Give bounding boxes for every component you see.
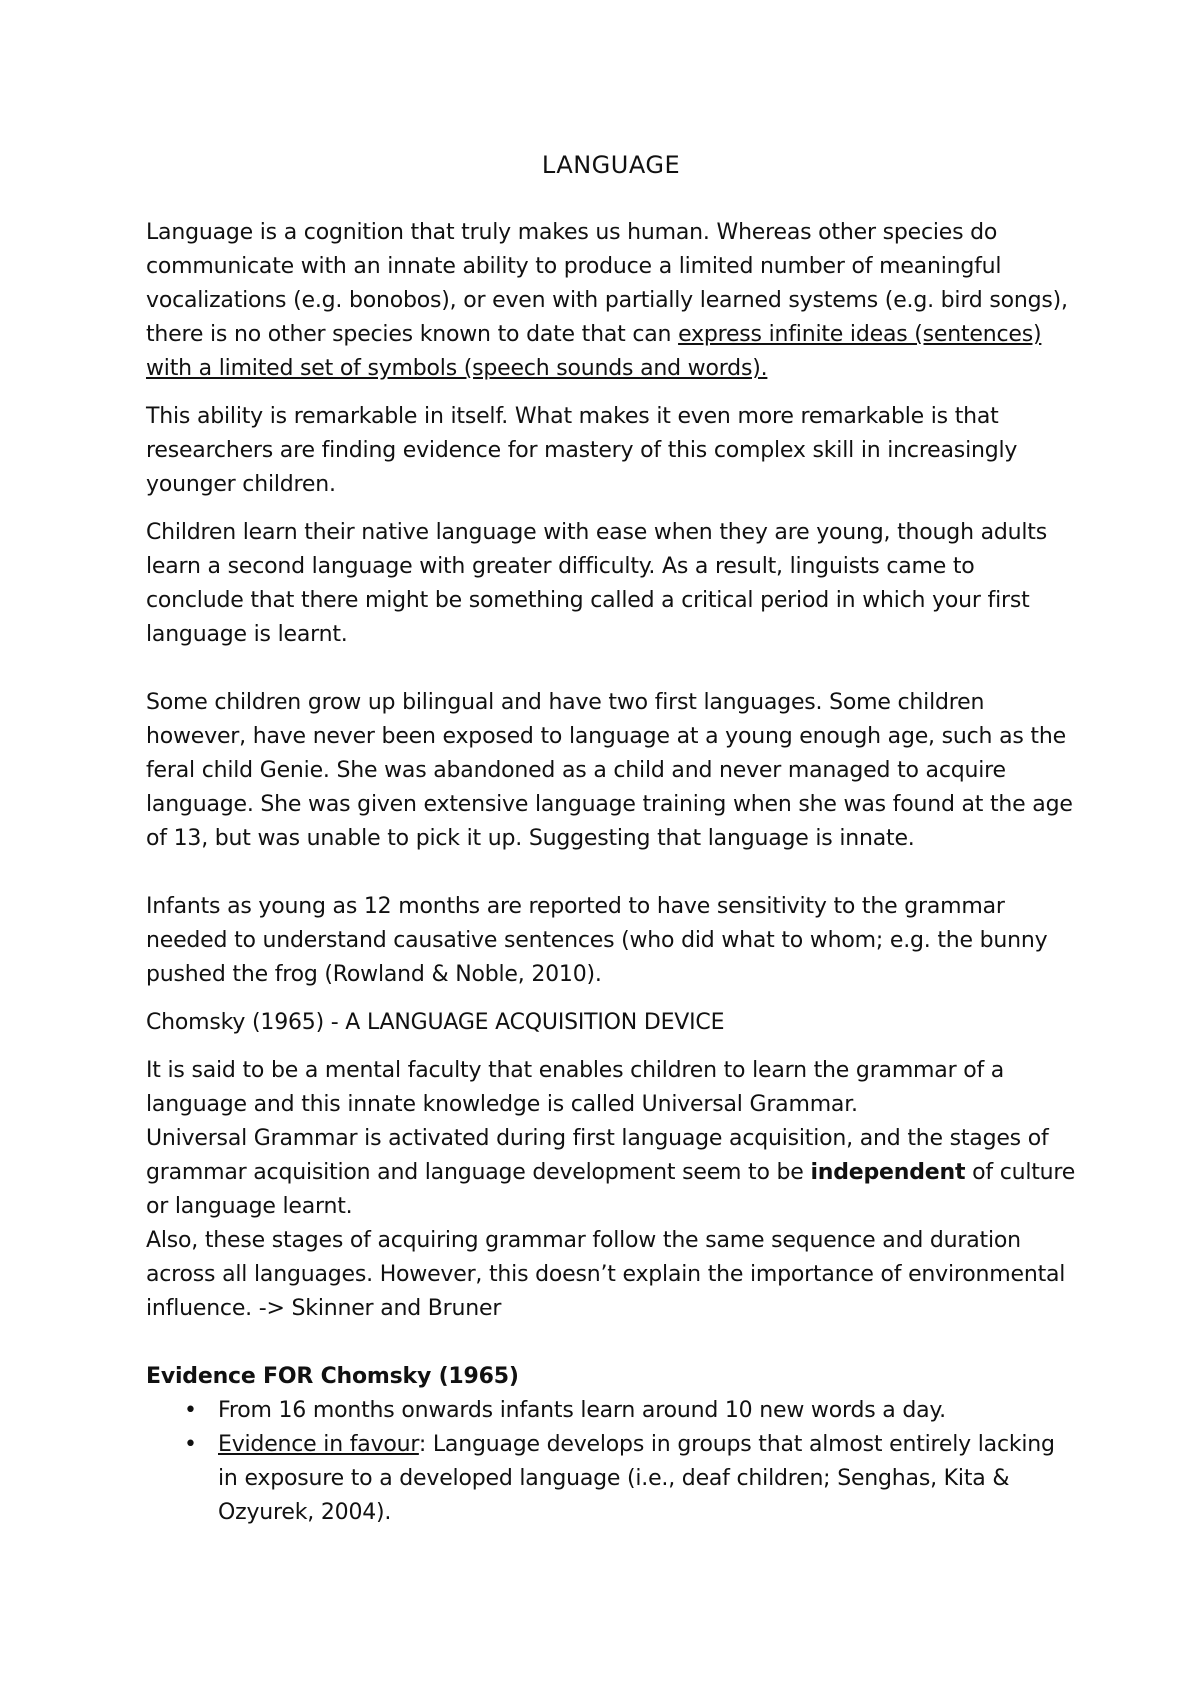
bullet-icon: •	[184, 1432, 197, 1457]
paragraph-genie: Some children grow up bilingual and have two first languages. Some children however, have never been exposed to language at a young enough age, such as the feral child Genie. She was abandoned as a child and never managed to acquire language. She was given extensive language training when she was found at the age of 13, but was unable to pick it up. Suggesting that language is innate.	[146, 690, 1073, 851]
bullet-icon: •	[184, 1398, 197, 1423]
chomsky-section	[146, 1054, 1076, 1326]
intro-underlined-text: express infinite ideas (sentences) with a limited set of symbols (speech sounds and words).	[146, 322, 1042, 381]
chomsky-line-2	[146, 1122, 1076, 1224]
chomsky-line-2-start: Universal Grammar is activated during first language acquisition, and the stages of grammar acquisition and language development seem to be	[146, 1126, 1049, 1185]
evidence-heading: Evidence FOR Chomsky (1965)	[146, 1364, 519, 1389]
list-item	[146, 1394, 1076, 1428]
paragraph-ability: This ability is remarkable in itself. What makes it even more remarkable is that researchers are finding evidence for mastery of this complex skill in increasingly younger children.	[146, 404, 1018, 497]
chomsky-line-2-end: of culture or language learnt.	[146, 1160, 1076, 1219]
chomsky-heading: Chomsky (1965) - A LANGUAGE ACQUISITION DEVICE	[146, 1010, 725, 1035]
intro-text: Language is a cognition that truly makes us human. Whereas other species do communicate with an innate ability to produce a limited number of meaningful vocalizations (e.g. bonobos), or even with partially learned systems (e.g. bird songs), there is no other species known to date that can	[146, 220, 1068, 347]
list-item	[146, 1428, 1076, 1530]
evidence-list	[146, 1394, 1076, 1530]
page-title: LANGUAGE	[541, 151, 681, 179]
intro-paragraph	[146, 216, 1076, 386]
evidence-item-1-text: From 16 months onwards infants learn around 10 new words a day.	[218, 1398, 946, 1423]
document-page	[146, 148, 1076, 1530]
chomsky-bold-word: independent	[810, 1160, 966, 1185]
evidence-item-2-text: : Language develops in groups that almost entirely lacking in exposure to a developed language (i.e., deaf children; Senghas, Kita & Ozyurek, 2004).	[218, 1432, 1055, 1525]
chomsky-line-3: Also, these stages of acquiring grammar follow the same sequence and duration across all languages. However, this doesn’t explain the importance of environmental influence. -> Skinner and Bruner	[146, 1228, 1066, 1321]
paragraph-infants: Infants as young as 12 months are reported to have sensitivity to the grammar needed to understand causative sentences (who did what to whom; e.g. the bunny pushed the frog (Rowland & Noble, 2010).	[146, 894, 1048, 987]
evidence-item-2-label: Evidence in favour	[218, 1432, 419, 1457]
chomsky-line-1: It is said to be a mental faculty that enables children to learn the grammar of a language and this innate knowledge is called Universal Grammar.	[146, 1058, 1005, 1117]
paragraph-critical-period: Children learn their native language with ease when they are young, though adults learn a second language with greater difficulty. As a result, linguists came to conclude that there might be something called a critical period in which your first language is learnt.	[146, 520, 1047, 647]
